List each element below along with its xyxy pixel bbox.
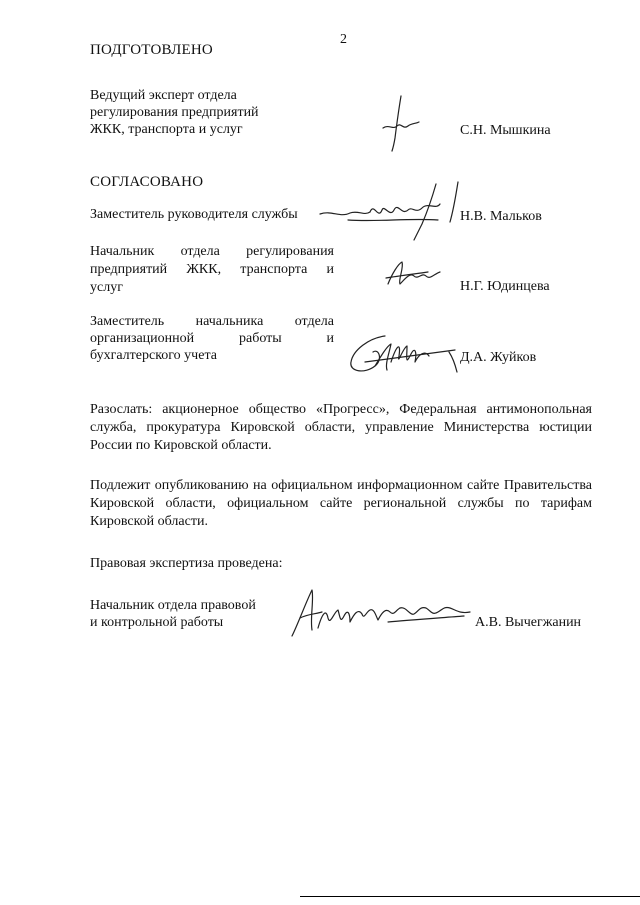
publication-paragraph: Подлежит опубликованию на официальном информационном сайте Правительства Кировской области, официальном сайте региональной службы по тарифам Кировской области. <box>90 478 592 529</box>
agreed-signer-3-position-line-3: бухгалтерского учета <box>90 348 217 363</box>
signature-zhuikov <box>345 332 465 378</box>
agreed-signer-3-name: Д.А. Жуйков <box>460 350 537 365</box>
page-number: 2 <box>340 32 347 47</box>
agreed-signer-2-position-line-2: предприятий ЖКК, транспорта и <box>90 262 334 277</box>
agreed-signer-1-position: Заместитель руководителя службы <box>90 207 298 222</box>
prepared-position-line-3: ЖКК, транспорта и услуг <box>90 122 243 137</box>
prepared-signer-name: С.Н. Мышкина <box>460 123 551 138</box>
prepared-heading: ПОДГОТОВЛЕНО <box>90 42 213 58</box>
distribution-paragraph: Разослать: акционерное общество «Прогресс», Федеральная антимонопольная служба, прокуратура Кировской области, управление Министерства юстиции России по Кировской области. <box>90 402 592 453</box>
agreed-signer-2-position-line-1: Начальник отдела регулирования <box>90 244 334 259</box>
signature-malkov <box>318 180 468 242</box>
legal-position-line-2: и контрольной работы <box>90 615 224 630</box>
legal-signer-name: А.В. Вычегжанин <box>475 615 582 630</box>
bottom-rule <box>300 896 640 897</box>
signature-vychegzhanin <box>288 584 474 640</box>
agreed-heading: СОГЛАСОВАНО <box>90 174 204 190</box>
signature-yudintseva <box>384 258 444 290</box>
agreed-signer-3-position-line-1: Заместитель начальника отдела <box>90 314 334 329</box>
agreed-signer-2-name: Н.Г. Юдинцева <box>460 279 550 294</box>
prepared-position-line-1: Ведущий эксперт отдела <box>90 88 237 103</box>
agreed-signer-2-position-line-3: услуг <box>90 280 123 295</box>
agreed-signer-1-name: Н.В. Мальков <box>460 209 542 224</box>
signature-myshkina <box>375 94 425 154</box>
legal-heading: Правовая экспертиза проведена: <box>90 556 283 571</box>
agreed-signer-3-position-line-2: организационной работы и <box>90 331 334 346</box>
legal-position-line-1: Начальник отдела правовой <box>90 598 256 613</box>
prepared-position-line-2: регулирования предприятий <box>90 105 259 120</box>
